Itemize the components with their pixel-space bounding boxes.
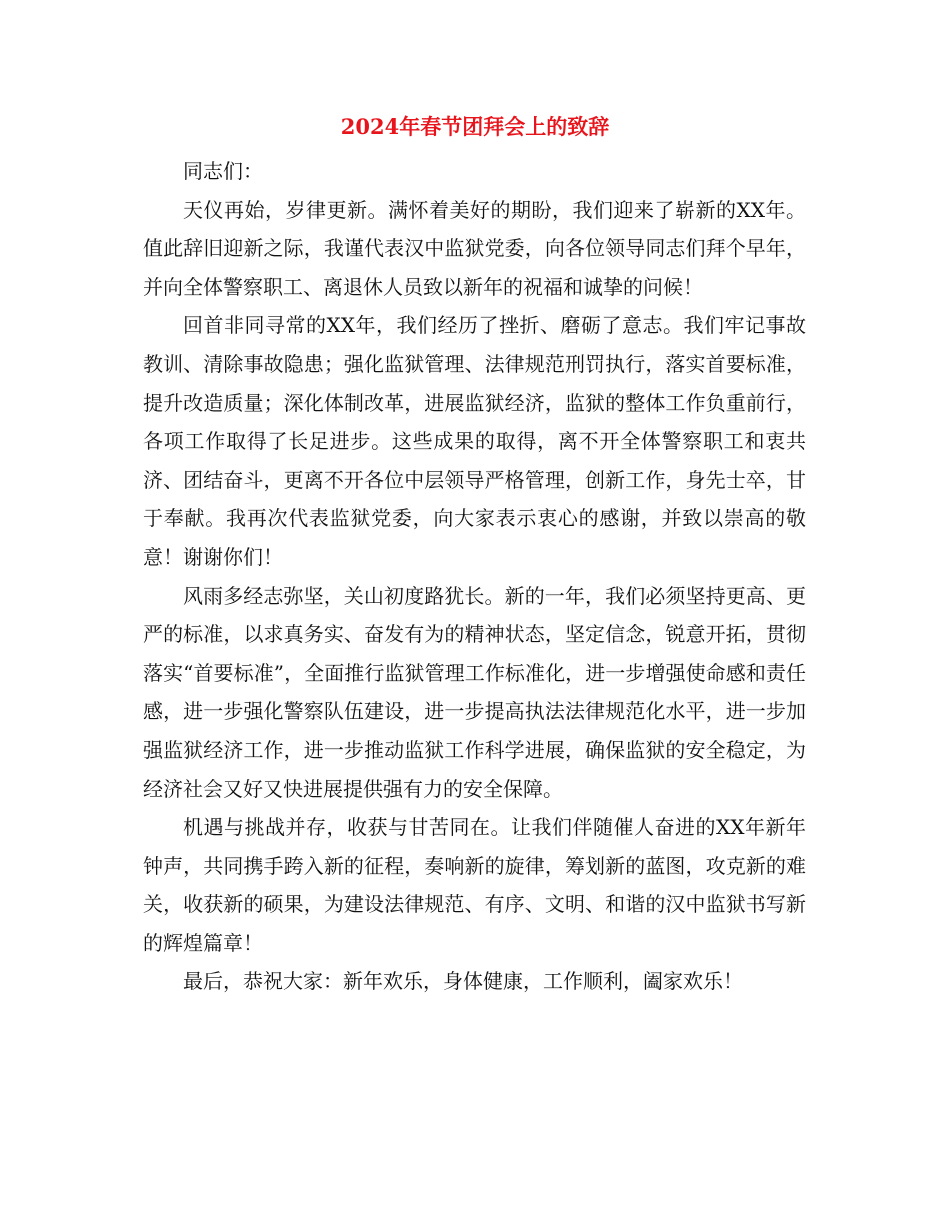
document-body: [143, 152, 806, 1001]
paragraph-5: 最后，恭祝大家：新年欢乐，身体健康，工作顺利，阖家欢乐！: [183, 969, 743, 994]
paragraph-3: 风雨多经志弥坚，关山初度路犹长。新的一年，我们必须坚持更高、更严的标准，以求真务实、奋发有为的精神状态，坚定信念，锐意开拓，贯彻落实“首要标准”，全面推行监狱管理工作标准化，进一步增强使命感和责任感，进一步强化警察队伍建设，进一步提高执法法律规范化水平，进一步加强监狱经济工作，进一步推动监狱工作科学进展，确保监狱的安全稳定，为经济社会又好又快进展提供强有力的安全保障。: [143, 583, 806, 801]
paragraph-1: 天仪再始，岁律更新。满怀着美好的期盼，我们迎来了崭新的XX年。值此辞旧迎新之际，我谨代表汉中监狱党委，向各位领导同志们拜个早年，并向全体警察职工、离退休人员致以新年的祝福和诚挚的问候！: [143, 197, 806, 299]
paragraph-4: 机遇与挑战并存，收获与甘苦同在。让我们伴随催人奋进的XX年新年钟声，共同携手跨入新的征程，奏响新的旋律，筹划新的蓝图，攻克新的难关，收获新的硕果，为建设法律规范、有序、文明、和谐的汉中监狱书写新的辉煌篇章！: [143, 815, 806, 955]
salutation: 同志们：: [183, 159, 263, 183]
paragraph-2: 回首非同寻常的XX年，我们经历了挫折、磨砺了意志。我们牢记事故教训、清除事故隐患；强化监狱管理、法律规范刑罚执行，落实首要标准，提升改造质量；深化体制改革，进展监狱经济，监狱的整体工作负重前行，各项工作取得了长足进步。这些成果的取得，离不开全体警察职工和衷共济、团结奋斗，更离不开各位中层领导严格管理，创新工作，身先士卒，甘于奉献。我再次代表监狱党委，向大家表示衷心的感谢，并致以崇高的敬意！谢谢你们！: [143, 313, 806, 569]
document-title: 2024年春节团拜会上的致辞: [340, 114, 610, 139]
